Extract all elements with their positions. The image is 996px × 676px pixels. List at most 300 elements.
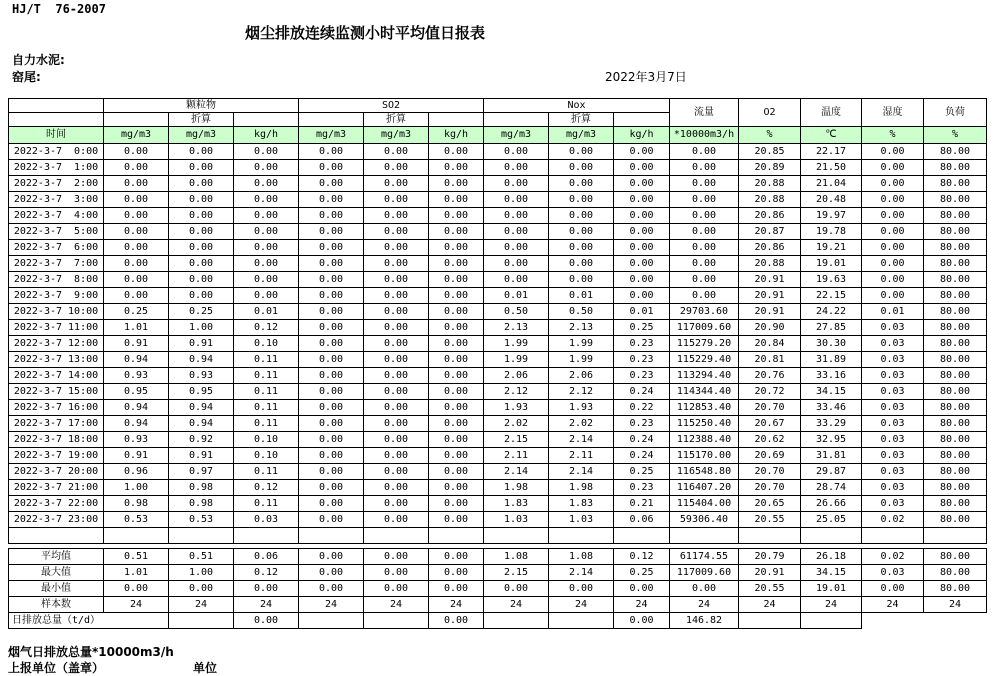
cell: 0.02 [862,512,924,528]
cell: 0.93 [104,432,169,448]
cell: 0.11 [234,496,299,512]
cell: 0.06 [234,549,299,565]
cell: 1.99 [484,336,549,352]
cell: 0.00 [299,368,364,384]
cell: 1.99 [484,352,549,368]
cell: 1.08 [484,549,549,565]
cell: 0.91 [169,336,234,352]
cell: 0.00 [104,160,169,176]
cell: 20.55 [739,512,801,528]
cell: 2.11 [549,448,614,464]
cell: 0.50 [549,304,614,320]
cell: 0.00 [549,256,614,272]
cell: 0.00 [429,320,484,336]
cell: 0.95 [169,384,234,400]
cell: 2.13 [484,320,549,336]
summary-row [9,581,987,597]
cell: 1.98 [484,480,549,496]
sub-cell [234,113,299,127]
table-row [9,192,987,208]
cell: 2.12 [484,384,549,400]
cell: 0.00 [614,192,670,208]
cell: 0.00 [234,581,299,597]
cell: 19.97 [801,208,862,224]
cell: 80.00 [924,304,987,320]
cell: 0.00 [429,192,484,208]
sub-cell [614,113,670,127]
cell: 0.00 [429,352,484,368]
cell: 116407.20 [670,480,739,496]
table-row [9,256,987,272]
cell: 0.00 [299,288,364,304]
cell: 0.94 [104,400,169,416]
cell: 24 [670,597,739,613]
cell: 0.00 [429,565,484,581]
cell: 0.03 [862,416,924,432]
cell [924,613,987,629]
cell: 0.00 [614,272,670,288]
cell: 24 [104,597,169,613]
cell: 0.00 [169,224,234,240]
cell: 20.62 [739,432,801,448]
cell: 24 [801,597,862,613]
cell: 0.50 [484,304,549,320]
cell: 0.03 [862,464,924,480]
cell: 115404.00 [670,496,739,512]
cell: 2.12 [549,384,614,400]
cell [364,613,429,629]
cell: 0.00 [364,176,429,192]
cell: 0.00 [429,144,484,160]
sub-cell [429,113,484,127]
cell: 0.21 [614,496,670,512]
unit-cell: kg/h [614,127,670,144]
cell: 20.86 [739,208,801,224]
cell: 0.00 [862,272,924,288]
cell [614,528,670,544]
cell: 0.00 [364,496,429,512]
cell: 0.00 [364,256,429,272]
unit-cell: % [739,127,801,144]
cell: 2.02 [549,416,614,432]
cell: 0.51 [104,549,169,565]
cell: 0.00 [549,144,614,160]
cell: 20.91 [739,304,801,320]
cell: 80.00 [924,208,987,224]
cell: 0.00 [429,416,484,432]
cell [429,528,484,544]
cell: 1.01 [104,565,169,581]
cell: 0.00 [299,448,364,464]
cell: 0.00 [549,240,614,256]
cell: 19.78 [801,224,862,240]
sub-so2-converted: 折算 [364,113,429,127]
cell: 1.93 [549,400,614,416]
table-row [9,464,987,480]
cell: 80.00 [924,512,987,528]
cell: 80.00 [924,464,987,480]
data-body [9,144,987,544]
unit-cell: % [924,127,987,144]
unit-cell: *10000m3/h [670,127,739,144]
cell: 0.00 [299,192,364,208]
unit-cell: mg/m3 [484,127,549,144]
cell: 0.00 [670,256,739,272]
cell: 0.23 [614,480,670,496]
cell: 0.00 [169,256,234,272]
cell: 0.00 [364,549,429,565]
cell: 0.00 [429,208,484,224]
cell: 0.00 [484,176,549,192]
cell: 61174.55 [670,549,739,565]
cell: 0.00 [670,288,739,304]
cell: 80.00 [924,272,987,288]
cell: 0.00 [670,144,739,160]
summary-label: 样本数 [9,597,104,613]
cell: 0.00 [234,288,299,304]
time-cell: 2022-3-7 2:00 [9,176,104,192]
cell: 117009.60 [670,565,739,581]
time-cell: 2022-3-7 15:00 [9,384,104,400]
cell: 20.70 [739,480,801,496]
cell: 2.15 [484,565,549,581]
cell: 115229.40 [670,352,739,368]
page-title: 烟尘排放连续监测小时平均值日报表 [244,24,485,42]
unit-cell: mg/m3 [169,127,234,144]
cell: 1.00 [169,565,234,581]
cell: 21.04 [801,176,862,192]
cell: 0.00 [364,192,429,208]
table-row [9,224,987,240]
cell: 19.01 [801,581,862,597]
time-cell: 2022-3-7 14:00 [9,368,104,384]
table-row [9,496,987,512]
cell: 0.91 [169,448,234,464]
flue-gas-total-note: 烟气日排放总量*10000m3/h [8,645,174,659]
cell: 0.00 [104,144,169,160]
cell: 0.00 [614,240,670,256]
cell: 0.00 [299,176,364,192]
cell: 0.23 [614,416,670,432]
cell: 20.87 [739,224,801,240]
cell: 0.25 [614,464,670,480]
cell: 0.00 [549,208,614,224]
cell: 0.00 [299,144,364,160]
cell: 0.00 [364,464,429,480]
cell: 21.50 [801,160,862,176]
cell [364,528,429,544]
cell: 115279.20 [670,336,739,352]
cell: 0.00 [364,160,429,176]
cell: 0.00 [614,288,670,304]
cell: 29703.60 [670,304,739,320]
cell: 80.00 [924,224,987,240]
cell [739,613,801,629]
cell: 0.25 [104,304,169,320]
cell: 0.00 [429,224,484,240]
cell: 0.10 [234,448,299,464]
cell: 0.00 [670,581,739,597]
cell: 0.00 [299,272,364,288]
cell: 80.00 [924,176,987,192]
cell: 0.00 [234,613,299,629]
cell: 0.00 [484,272,549,288]
summary-label: 平均值 [9,549,104,565]
time-header: 时间 [9,127,104,144]
cell: 0.91 [104,448,169,464]
cell: 0.00 [364,224,429,240]
cell: 0.00 [862,240,924,256]
cell: 0.98 [169,480,234,496]
cell: 0.00 [429,368,484,384]
unit-cell: % [862,127,924,144]
cell: 0.11 [234,368,299,384]
cell: 0.00 [429,336,484,352]
cell: 0.00 [299,464,364,480]
cell: 0.03 [862,384,924,400]
cell: 0.00 [429,256,484,272]
hourly-data-table [8,98,987,544]
cell: 20.89 [739,160,801,176]
summary-row [9,597,987,613]
cell: 19.63 [801,272,862,288]
cell: 80.00 [924,192,987,208]
cell: 0.93 [104,368,169,384]
unit-cell: mg/m3 [364,127,429,144]
cell: 0.00 [862,208,924,224]
cell [484,528,549,544]
cell: 113294.40 [670,368,739,384]
cell: 20.65 [739,496,801,512]
time-cell: 2022-3-7 0:00 [9,144,104,160]
cell: 0.00 [614,256,670,272]
cell: 0.00 [549,224,614,240]
cell: 0.97 [169,464,234,480]
cell: 112853.40 [670,400,739,416]
time-cell: 2022-3-7 5:00 [9,224,104,240]
cell: 0.02 [862,549,924,565]
cell: 0.00 [364,432,429,448]
table-row [9,320,987,336]
cell: 20.67 [739,416,801,432]
cell: 28.74 [801,480,862,496]
cell: 0.00 [104,176,169,192]
cell: 0.00 [549,272,614,288]
cell: 20.86 [739,240,801,256]
cell: 0.00 [429,384,484,400]
cell: 2.14 [549,464,614,480]
cell: 0.00 [364,368,429,384]
cell: 1.00 [169,320,234,336]
time-cell: 2022-3-7 20:00 [9,464,104,480]
cell [739,528,801,544]
cell: 0.92 [169,432,234,448]
cell: 80.00 [924,368,987,384]
cell: 0.00 [364,144,429,160]
sub-cell [104,113,169,127]
cell: 34.15 [801,565,862,581]
cell: 0.00 [549,160,614,176]
cell: 0.01 [484,288,549,304]
standard-code: HJ/T 76-2007 [12,2,106,16]
cell: 0.00 [549,581,614,597]
table-row [9,336,987,352]
cell: 0.98 [104,496,169,512]
cell: 0.00 [234,192,299,208]
cell [484,613,549,629]
cell: 0.00 [234,240,299,256]
cell: 19.01 [801,256,862,272]
cell: 0.00 [299,416,364,432]
cell: 20.91 [739,272,801,288]
table-row [9,400,987,416]
time-cell: 2022-3-7 22:00 [9,496,104,512]
cell: 0.00 [104,288,169,304]
summary-table [8,548,987,629]
cell: 0.00 [614,224,670,240]
time-cell: 2022-3-7 10:00 [9,304,104,320]
cell: 80.00 [924,581,987,597]
cell: 24 [614,597,670,613]
cell: 0.03 [862,336,924,352]
cell: 0.00 [299,352,364,368]
cell: 0.00 [670,272,739,288]
cell: 0.00 [364,272,429,288]
cell: 20.91 [739,565,801,581]
time-cell: 2022-3-7 23:00 [9,512,104,528]
cell: 0.00 [429,581,484,597]
cell: 20.90 [739,320,801,336]
cell: 0.00 [862,192,924,208]
cell: 0.01 [234,304,299,320]
cell: 80.00 [924,336,987,352]
cell: 0.00 [429,496,484,512]
cell: 0.00 [862,160,924,176]
cell: 24 [484,597,549,613]
cell: 0.10 [234,432,299,448]
time-cell: 2022-3-7 13:00 [9,352,104,368]
cell: 0.00 [299,581,364,597]
cell: 0.53 [104,512,169,528]
cell: 0.00 [429,432,484,448]
cell: 0.00 [670,208,739,224]
cell: 1.99 [549,352,614,368]
cell: 0.00 [104,256,169,272]
sub-nox-converted: 折算 [549,113,614,127]
cell: 0.00 [299,256,364,272]
cell: 20.84 [739,336,801,352]
cell: 0.00 [429,304,484,320]
cell: 0.00 [169,208,234,224]
time-cell: 2022-3-7 4:00 [9,208,104,224]
unit-cell: kg/h [234,127,299,144]
cell: 0.25 [169,304,234,320]
corner-cell [9,113,104,127]
cell: 0.00 [169,288,234,304]
cell: 0.00 [299,336,364,352]
cell: 0.24 [614,384,670,400]
cell: 0.93 [169,368,234,384]
cell: 0.24 [614,432,670,448]
cell: 24 [549,597,614,613]
unit-cell: kg/h [429,127,484,144]
unit-cell: ℃ [801,127,862,144]
cell: 0.94 [104,352,169,368]
company-label: 自力水泥: [12,53,65,67]
cell: 1.83 [549,496,614,512]
cell: 0.00 [364,448,429,464]
cell: 0.01 [549,288,614,304]
col-load: 负荷 [924,99,987,127]
cell: 0.25 [614,565,670,581]
cell: 20.69 [739,448,801,464]
cell: 0.03 [862,480,924,496]
cell: 0.00 [234,160,299,176]
cell: 0.00 [429,464,484,480]
cell: 20.91 [739,288,801,304]
cell: 0.00 [104,272,169,288]
cell: 0.00 [299,224,364,240]
cell: 0.53 [169,512,234,528]
cell: 2.14 [549,565,614,581]
sub-cell [484,113,549,127]
cell: 20.88 [739,256,801,272]
cell [924,528,987,544]
cell: 30.30 [801,336,862,352]
time-cell: 2022-3-7 3:00 [9,192,104,208]
cell: 0.00 [484,208,549,224]
cell: 0.00 [104,208,169,224]
cell: 0.00 [364,512,429,528]
table-row [9,384,987,400]
cell: 0.00 [364,480,429,496]
daily-total-row [9,613,987,629]
cell: 0.00 [299,240,364,256]
cell: 0.00 [429,288,484,304]
cell: 0.00 [234,272,299,288]
cell: 0.96 [104,464,169,480]
cell [104,528,169,544]
cell: 24 [429,597,484,613]
cell: 80.00 [924,384,987,400]
cell: 0.11 [234,416,299,432]
cell: 0.00 [484,240,549,256]
cell: 0.00 [429,160,484,176]
cell: 2.06 [484,368,549,384]
cell: 0.00 [484,581,549,597]
cell: 0.00 [429,176,484,192]
table-row [9,176,987,192]
time-cell: 2022-3-7 17:00 [9,416,104,432]
cell: 0.00 [614,144,670,160]
corner-cell [9,99,104,113]
cell: 0.95 [104,384,169,400]
site-label: 窑尾: [12,70,41,84]
cell: 0.00 [299,400,364,416]
cell: 0.06 [614,512,670,528]
time-cell: 2022-3-7 7:00 [9,256,104,272]
cell: 34.15 [801,384,862,400]
time-cell: 2022-3-7 8:00 [9,272,104,288]
cell: 0.00 [549,176,614,192]
cell: 20.70 [739,400,801,416]
cell: 80.00 [924,256,987,272]
group-nox: Nox [484,99,670,113]
cell: 0.00 [169,240,234,256]
cell: 0.00 [234,256,299,272]
time-cell: 2022-3-7 11:00 [9,320,104,336]
cell: 0.23 [614,352,670,368]
